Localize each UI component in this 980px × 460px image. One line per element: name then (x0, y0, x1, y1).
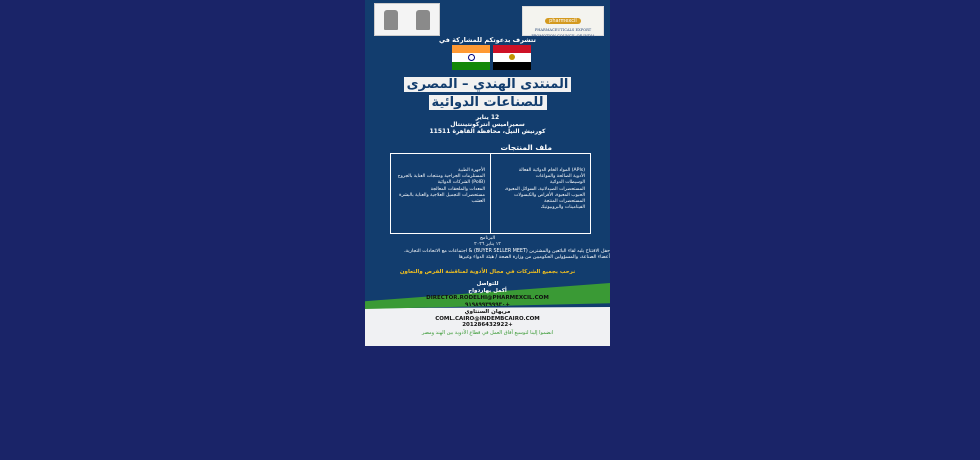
product-item: المستحضرات الصيدلانية، السوائل المعبوة، (504, 186, 585, 192)
program-date: ١٢ يناير ٢٠٢٦ (474, 242, 501, 247)
product-item: مستحضرات التجميل العلاجية والعناية بالبشرة (399, 192, 485, 198)
program-line: أعضاء الصناعة، والمسؤولين الحكوميين من وزارة الصحة / هيئة الدواء وغيرها (458, 255, 610, 260)
contact-2-email[interactable]: COML.CAIRO@INDEMBCAIRO.COM (435, 315, 540, 322)
product-item: (APIs) المواد الخام الدوائية الفعالة (518, 168, 585, 173)
product-item: الأجهزة الطبية (458, 168, 485, 173)
closing-line: انضموا إلينا لتوسيع آفاق العمل في قطاع الأدوية بين الهند ومصر (421, 330, 554, 336)
pharmexcil-subtitle-1: PHARMACEUTICALS EXPORT (534, 28, 592, 32)
products-table (390, 153, 591, 234)
program-line: حفل الافتتاح يليه لقاء البائعين والمشترين (BUYER SELLER MEET) & اجتماعات مع الاتحادات التجارية، (404, 249, 610, 254)
forum-title-line-1: المنتدى الهندي – المصرى (365, 73, 610, 93)
products-divider (490, 154, 491, 233)
forum-title-line-2: للصناعات الدوائية (365, 91, 610, 111)
contact-1-phone: +٩١٩٨٩٩٣٩٩٩٣٠ (465, 301, 510, 308)
product-item: المستلزمات الجراحية ومنتجات العناية بالجروح (397, 174, 485, 180)
product-item: العشب (471, 199, 485, 205)
products-title: ملف المنتجات (500, 143, 552, 152)
india-flag-icon (452, 45, 490, 70)
india-emblem-icon (416, 10, 430, 30)
government-of-india-logo (374, 3, 440, 36)
products-column-pharma (497, 168, 585, 211)
program-header (365, 236, 610, 248)
event-address: كورنيش النيل، محافظة القاهرة 11511 (429, 128, 546, 135)
contact-2-name: مريهان السنتاوي (464, 308, 511, 315)
contact-1-email[interactable]: DIRECTOR.RODELHI@PHARMEXCIL.COM (426, 294, 549, 301)
program-description (373, 249, 610, 261)
product-item: الحبوب المعبوة، الأقراص والكبسولات (514, 192, 585, 198)
contact-section (365, 281, 610, 329)
egypt-flag-icon (493, 45, 531, 70)
event-date: 12 يناير (475, 114, 500, 121)
program-title: البرنامج (479, 236, 496, 241)
event-info (365, 114, 610, 135)
event-venue: سميراميس انتركونتيننتال (450, 121, 525, 128)
invite-line: تتشرف بدعوتكم للمشاركة في (439, 36, 536, 44)
product-item: الفيتامينات والبروبيوتيك (540, 205, 585, 211)
india-emblem-icon (384, 10, 398, 30)
pharmexcil-subtitle-2: PROMOTION COUNCIL OF INDIA (531, 34, 595, 38)
product-item: المستحضرات المنتجة (544, 199, 585, 205)
product-item: الأدوية الصالحة والمواعات (535, 174, 585, 180)
welcome-notice: نرحب بجميع الشركات في مجال الأدوية لمناقشة الفرص والتعاون (399, 269, 576, 275)
contact-heading: للتواصل (476, 281, 499, 287)
product-item: الوسيطات الدوائية (550, 180, 585, 186)
product-item: المعدات والملحقات المعالجة (430, 186, 485, 192)
product-item: (PoIB) الشركات الدوائية (437, 180, 485, 186)
contact-2-phone: +201286432922 (462, 322, 513, 329)
pharmexcil-wordmark: pharmexcil (545, 18, 581, 24)
products-column-devices (397, 168, 485, 205)
event-poster (365, 0, 610, 346)
contact-1-name: أكمل بهاردواج (468, 287, 507, 294)
pharmexcil-logo (522, 6, 604, 36)
